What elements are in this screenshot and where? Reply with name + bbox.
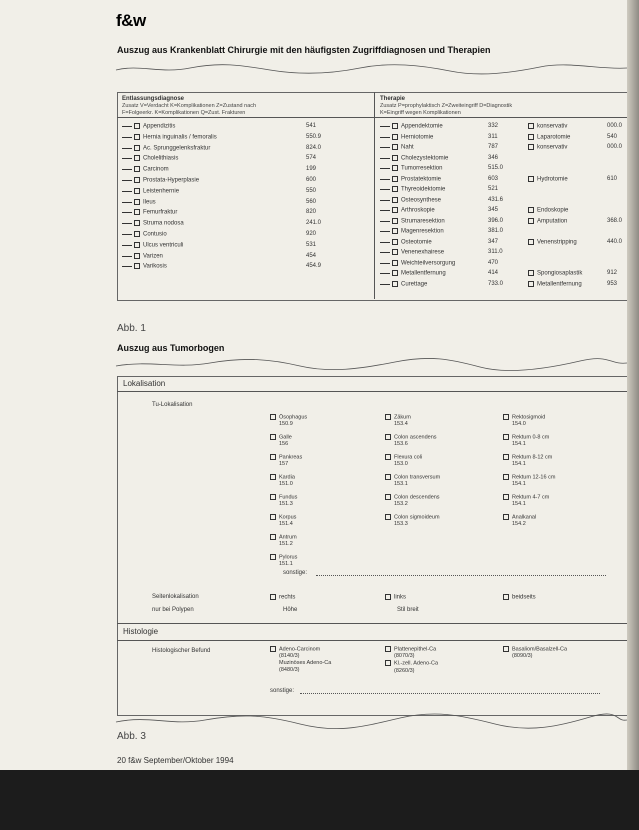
- therapy-option[interactable]: Herniotomie: [380, 134, 433, 141]
- location-option[interactable]: Fundus 151.3: [270, 494, 297, 508]
- title-krankenblatt: Auszug aus Krankenblatt Chirurgie mit den häufigsten Zugriffdiagnosen und Therapien: [117, 45, 491, 55]
- therapy-code: 470: [488, 260, 499, 266]
- torn-edge-bottom: [0, 712, 627, 730]
- therapy-code: 311.0: [488, 249, 503, 255]
- location-option[interactable]: Rektum 4-7 cm 154.1: [503, 494, 549, 508]
- location-option[interactable]: Galle 156: [270, 434, 292, 448]
- diagnosis-code: 454: [306, 253, 317, 259]
- therapy-code: 311: [488, 134, 498, 140]
- therapy-code: 345: [488, 207, 499, 213]
- torn-edge-middle: [0, 356, 627, 372]
- page-footer: 20 f&w September/Oktober 1994: [117, 756, 234, 765]
- location-option[interactable]: Colon descendens 153.2: [385, 494, 440, 508]
- therapy-option[interactable]: Naht: [380, 144, 414, 151]
- therapy-option[interactable]: Magenresektion: [380, 228, 444, 235]
- tu-lokalisation-label: Tu-Lokalisation: [152, 402, 193, 408]
- torn-edge-top: [0, 62, 627, 76]
- hist-rule-top: [117, 623, 627, 624]
- diagnosis-code: 550: [306, 188, 317, 194]
- side-both-option[interactable]: beidseits: [503, 594, 536, 601]
- diag-legend-1: Zusatz V=Verdacht K=Komplikationen Z=Zustand nach: [122, 103, 257, 109]
- diagnosis-code: 600: [306, 177, 317, 183]
- diag-header: Entlassungsdiagnose: [122, 96, 185, 102]
- diagnosis-code: 574: [306, 155, 317, 161]
- title-tumorbogen: Auszug aus Tumorbogen: [117, 343, 225, 353]
- therapy-code: 346: [488, 155, 499, 161]
- diag-legend-2: F=Folgeerkr. K=Komplikationen Q=Zust. Frakturen: [122, 110, 246, 116]
- location-option[interactable]: Kardia 151.0: [270, 474, 295, 488]
- diagnosis-option[interactable]: Cholelithiasis: [122, 155, 178, 162]
- diagnosis-option[interactable]: Appendizitis: [122, 123, 175, 130]
- hist-befund-label: Histologischer Befund: [152, 648, 211, 654]
- therapy-option[interactable]: Appendektomie: [380, 123, 443, 130]
- therapy-option[interactable]: Metallentfernung: [380, 270, 446, 277]
- tumorbogen-form: [117, 376, 627, 716]
- therapy-extra-code: 953: [607, 281, 618, 287]
- location-option[interactable]: Korpus 151.4: [270, 514, 296, 528]
- location-option[interactable]: Rektum 0-8 cm 154.1: [503, 434, 549, 448]
- therapy-extra-option[interactable]: Hydrotomie: [528, 176, 568, 183]
- diagnosis-code: 920: [306, 231, 317, 237]
- therapy-option[interactable]: Thyreoidektomie: [380, 186, 445, 193]
- diagnosis-option[interactable]: Prostata-Hyperplasie: [122, 177, 199, 184]
- therapy-extra-option[interactable]: konservativ: [528, 144, 567, 151]
- location-option[interactable]: Zäkum 153.4: [385, 414, 411, 428]
- diagnosis-option[interactable]: Femurfraktur: [122, 209, 177, 216]
- diagnosis-option[interactable]: Ac. Sprunggelenksfraktur: [122, 145, 210, 152]
- therapy-option[interactable]: Arthroskopie: [380, 207, 435, 214]
- diagnosis-code: 454.9: [306, 263, 322, 269]
- figure-label-1: Abb. 1: [117, 323, 146, 334]
- diagnosis-code: 241.0: [306, 220, 322, 226]
- side-right-option[interactable]: rechts: [270, 594, 295, 601]
- location-option[interactable]: Flexura coli 153.0: [385, 454, 422, 468]
- location-option[interactable]: Antrum 151.2: [270, 534, 297, 548]
- therapy-extra-option[interactable]: Laparotomie: [528, 134, 570, 141]
- location-option[interactable]: Rektum 8-12 cm 154.1: [503, 454, 552, 468]
- diagnosis-option[interactable]: Carcinom: [122, 166, 169, 173]
- therapy-extra-option[interactable]: Amputation: [528, 218, 567, 225]
- side-left-option[interactable]: links: [385, 594, 406, 601]
- therapy-extra-code: 000.0: [607, 144, 623, 150]
- diagnosis-code: 550.9: [306, 134, 322, 140]
- therapy-extra-option[interactable]: Metallentfernung: [528, 281, 582, 288]
- diagnosis-code: 560: [306, 199, 317, 205]
- diagnosis-code: 824.0: [306, 145, 322, 151]
- ther-legend-1: Zusatz P=prophylaktisch Z=Zweiteingriff D=Diagnostik: [380, 103, 513, 109]
- fw-logo: f&w: [116, 11, 146, 30]
- sonstige-line: [316, 575, 606, 576]
- form1-header-rule: [117, 117, 627, 118]
- section-histologie: Histologie: [123, 627, 159, 636]
- location-option[interactable]: Rektum 12-16 cm 154.1: [503, 474, 555, 488]
- therapy-option[interactable]: Weichteilversorgung: [380, 260, 455, 267]
- seitenlokalisation-label: Seitenlokalisation: [152, 594, 199, 600]
- location-option[interactable]: Pylorus 151.1: [270, 554, 297, 568]
- therapy-option[interactable]: Tumorresektion: [380, 165, 442, 172]
- therapy-code: 332: [488, 123, 499, 129]
- ther-legend-2: K=Eingriff wegen Komplikationen: [380, 110, 461, 116]
- therapy-code: 396.0: [488, 218, 504, 224]
- polyp-height-field[interactable]: Höhe: [283, 607, 298, 613]
- lok-rule: [117, 391, 627, 392]
- therapy-extra-code: 368.0: [607, 218, 623, 224]
- diagnosis-option[interactable]: Varikosis: [122, 263, 167, 270]
- therapy-extra-option[interactable]: Venenstripping: [528, 239, 577, 246]
- therapy-option[interactable]: Cholezystektomie: [380, 155, 448, 162]
- therapy-extra-option[interactable]: konservativ: [528, 123, 567, 130]
- diagnosis-option[interactable]: Hernia inguinalis / femoralis: [122, 134, 217, 141]
- diagnosis-code: 541: [306, 123, 317, 129]
- polyp-label: nur bei Polypen: [152, 607, 194, 613]
- therapy-code: 521: [488, 186, 499, 192]
- hist-basaliom-option[interactable]: Basaliom/Basalzell-Ca (8090/3): [503, 646, 567, 660]
- diagnosis-option[interactable]: Ileus: [122, 199, 156, 206]
- therapy-code: 603: [488, 176, 499, 182]
- therapy-option[interactable]: Prostatektomie: [380, 176, 441, 183]
- location-option[interactable]: Ösophagus 150.9: [270, 414, 307, 428]
- diagnosis-option[interactable]: Struma nodosa: [122, 220, 184, 227]
- section-lokalisation: Lokalisation: [123, 379, 166, 388]
- therapy-code: 733.0: [488, 281, 504, 287]
- sonstige-label: sonstige:: [283, 570, 308, 576]
- therapy-option[interactable]: Venenexhairese: [380, 249, 444, 256]
- diagnosis-option[interactable]: Contusio: [122, 231, 167, 238]
- therapy-code: 787: [488, 144, 499, 150]
- therapy-extra-option[interactable]: Spongiosaplastik: [528, 270, 582, 277]
- location-option[interactable]: Colon ascendens 153.6: [385, 434, 437, 448]
- diagnosis-code: 199: [306, 166, 317, 172]
- therapy-code: 431.6: [488, 197, 504, 203]
- location-option[interactable]: Pankreas 157: [270, 454, 302, 468]
- diagnosis-code: 820: [306, 209, 317, 215]
- therapy-option[interactable]: Strumaresektion: [380, 218, 445, 225]
- therapy-option[interactable]: Curettage: [380, 281, 427, 288]
- diagnosis-code: 531: [306, 242, 317, 248]
- therapy-option[interactable]: Osteosynthese: [380, 197, 441, 204]
- therapy-extra-code: 440.0: [607, 239, 623, 245]
- polyp-stalk-field[interactable]: Stil breit: [397, 607, 419, 613]
- diagnosis-option[interactable]: Ulcus ventriculi: [122, 242, 183, 249]
- therapy-extra-option[interactable]: Endoskopie: [528, 207, 568, 214]
- therapy-extra-code: 610: [607, 176, 618, 182]
- location-option[interactable]: Analkanal 154.2: [503, 514, 536, 528]
- form1-divider: [374, 92, 375, 299]
- therapy-option[interactable]: Osteotomie: [380, 239, 432, 246]
- location-option[interactable]: Colon transversum 153.1: [385, 474, 440, 488]
- page-edge: [627, 0, 639, 770]
- diagnosis-option[interactable]: Varizen: [122, 253, 163, 260]
- therapy-extra-code: 000.0: [607, 123, 623, 129]
- diagnosis-option[interactable]: Leistenhernie: [122, 188, 179, 195]
- therapy-code: 515.0: [488, 165, 504, 171]
- hist-rule: [117, 640, 627, 641]
- hist-adeno-option[interactable]: Adeno-Carcinom (8140/3) Muzinöses Adeno-Ca (8480/3): [270, 646, 331, 674]
- therapy-extra-code: 540: [607, 134, 618, 140]
- location-option[interactable]: Colon sigmoideum 153.3: [385, 514, 440, 528]
- therapy-extra-code: 912: [607, 270, 618, 276]
- figure-label-3: Abb. 3: [117, 731, 146, 742]
- hist-sonstige-label: sonstige:: [270, 688, 295, 694]
- hist-sonstige-line: [300, 693, 600, 694]
- hist-platten-option[interactable]: Plattenepithel-Ca (8070/3) Kl.-zell. Adeno-Ca (8260/3): [385, 646, 438, 674]
- therapy-code: 347: [488, 239, 499, 245]
- therapy-code: 414: [488, 270, 499, 276]
- ther-header: Therapie: [380, 96, 406, 102]
- location-option[interactable]: Rektosigmoid 154.0: [503, 414, 545, 428]
- therapy-code: 381.0: [488, 228, 504, 234]
